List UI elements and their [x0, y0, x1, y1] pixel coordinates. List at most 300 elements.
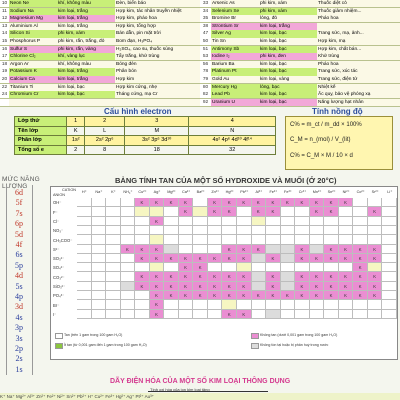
solubility-cell [339, 263, 354, 272]
solubility-cell: K [237, 310, 252, 319]
element-use: Tháng cứng, mạ Cr [115, 91, 200, 98]
solubility-cell [92, 235, 107, 244]
solubility-cell [252, 272, 267, 281]
legend-label: Không tan (dưới 0,001 gam trong 100 gam H₂O) [260, 333, 338, 337]
solubility-cell [382, 272, 397, 281]
solubility-cell: K [252, 207, 267, 216]
element-use: Tẩy trắng, khử trùng [115, 53, 200, 60]
element-kind2: phi kim, xám [259, 0, 318, 7]
solubility-cell [222, 300, 237, 309]
solubility-cell: K [150, 291, 165, 300]
solubility-cell: K [164, 272, 179, 281]
solubility-cell [121, 198, 136, 207]
solubility-cell [193, 310, 208, 319]
solubility-cell: K [339, 272, 354, 281]
solubility-cell [339, 300, 354, 309]
element-use: Phân bón [115, 68, 200, 75]
solubility-cell [121, 263, 136, 272]
electrochemical-series-bar: K⁺ Na⁺ Mg²⁺ Al³⁺ Zn²⁺ Fe²⁺ Ni²⁺ Sn²⁺ Pb²⁺ H⁺ Cu²⁺ Fe³⁺ Hg²⁺ Ag⁺ Pt²⁺ Au³⁺ [0, 393, 400, 400]
solubility-cell [77, 207, 92, 216]
legend-swatch [55, 333, 63, 339]
solubility-cell: K [193, 272, 208, 281]
solubility-cell: K [150, 254, 165, 263]
solubility-cell: K [353, 263, 368, 272]
solubility-cell [368, 226, 383, 235]
solubility-cell [382, 207, 397, 216]
element-kind2: kim loại, trắng [259, 23, 318, 30]
element-use: Bom đạn, H₃PO₄ [115, 38, 200, 45]
solubility-cell [339, 235, 354, 244]
legend-label: Tan (trên 1 gam trong 100 gam H₂O) [64, 333, 123, 337]
solubility-cell [77, 226, 92, 235]
solubility-cell [252, 310, 267, 319]
solubility-cell [193, 245, 208, 254]
element-name2: Silver Ag [211, 30, 260, 37]
element-num: 13 [1, 23, 8, 29]
element-num2: 34 [200, 8, 211, 15]
element-use2: Hợp kim, mạ [317, 38, 400, 45]
element-num [0, 99, 9, 106]
element-num2: 56 [200, 61, 211, 68]
solubility-cell: K [368, 291, 383, 300]
solubility-cell [310, 300, 325, 309]
solubility-cell [92, 245, 107, 254]
cation-header: Mg²⁺ [167, 190, 176, 194]
cation-header: K⁺ [111, 190, 116, 194]
element-kind: kim loại, bạc [57, 84, 116, 91]
solubility-cell [310, 235, 325, 244]
solubility-cell [252, 254, 267, 263]
solubility-cell [106, 245, 121, 254]
energy-level: 4p [15, 292, 23, 301]
energy-level: 3d [15, 302, 23, 312]
solubility-cell [339, 226, 354, 235]
solubility-cell: K [353, 245, 368, 254]
solubility-cell: K [222, 198, 237, 207]
energy-level: 5d [15, 229, 23, 239]
solubility-cell [193, 207, 208, 216]
cation-header: Pb²⁺ [240, 190, 249, 194]
element-use2: Thuốc diệt cỏ [317, 0, 400, 7]
anion-header: PO₄³⁻ [53, 293, 65, 299]
solubility-cell: K [310, 198, 325, 207]
legend-swatch [251, 333, 259, 339]
element-use: Hợp kim, tác nhân truyền nhiệt [115, 8, 200, 15]
cation-header: Co²⁺ [356, 190, 365, 194]
element-use2: Ắc quy, bảo vệ phóng xạ [317, 91, 400, 98]
solubility-cell: K [266, 272, 281, 281]
anion-header: CO₃²⁻ [53, 274, 65, 280]
cation-header: H⁺ [81, 190, 87, 194]
solubility-cell: K [295, 245, 310, 254]
solubility-cell [121, 217, 136, 226]
energy-level: 4s [15, 312, 23, 322]
solubility-cell [281, 263, 296, 272]
solubility-cell: K [222, 254, 237, 263]
solubility-cell [179, 245, 194, 254]
element-kind: kim loại, trắng [57, 76, 116, 83]
solubility-cell [281, 207, 296, 216]
solubility-cell [252, 282, 267, 291]
solubility-cell [92, 263, 107, 272]
solubility-cell [77, 300, 92, 309]
solubility-cell [208, 300, 223, 309]
element-num: 18 [1, 61, 8, 67]
solubility-cell: K [295, 198, 310, 207]
solubility-cell: K [368, 282, 383, 291]
solubility-cell [106, 272, 121, 281]
solubility-cell: K [222, 310, 237, 319]
solubility-cell [368, 310, 383, 319]
energy-level: 5s [15, 281, 23, 291]
solubility-cell: K [310, 272, 325, 281]
solubility-cell [92, 282, 107, 291]
element-use2: Năng lượng hạt nhân [317, 99, 400, 106]
element-row [0, 99, 400, 107]
solubility-cell [281, 310, 296, 319]
energy-level: 2s [15, 354, 23, 364]
cation-header: Sn²⁺ [327, 190, 336, 194]
solubility-cell [77, 254, 92, 263]
cfg-name: M [125, 126, 189, 136]
solubility-cell: K [368, 254, 383, 263]
solubility-cell: K [237, 245, 252, 254]
solubility-cell [266, 300, 281, 309]
solubility-cell [208, 235, 223, 244]
solubility-cell [266, 235, 281, 244]
solubility-cell [295, 217, 310, 226]
solubility-cell: K [252, 245, 267, 254]
solubility-cell: K [266, 291, 281, 300]
element-num: 20 [1, 77, 8, 82]
cation-header: Na⁺ [95, 190, 103, 194]
solubility-cell [121, 291, 136, 300]
solubility-cell [164, 235, 179, 244]
solubility-cell [281, 226, 296, 235]
solubility-cell [92, 207, 107, 216]
solubility-cell [193, 226, 208, 235]
element-num2: 79 [200, 76, 211, 83]
element-use2: Thuốc giảm nhiệm... [317, 8, 400, 15]
solubility-cell [121, 254, 136, 263]
solubility-cell [281, 300, 296, 309]
solubility-cell [193, 217, 208, 226]
legend-swatch [251, 343, 259, 349]
solubility-cell [310, 263, 325, 272]
solubility-cell [295, 226, 310, 235]
solubility-cell [179, 226, 194, 235]
element-name2: Iodine I₂ [211, 53, 260, 60]
element-num2: 78 [200, 68, 211, 75]
element-name: Argon Ar [9, 61, 58, 68]
solubility-cell [266, 245, 281, 254]
solubility-cell [92, 254, 107, 263]
solubility-cell [237, 300, 252, 309]
solubility-cell [382, 282, 397, 291]
solubility-cell: K [150, 310, 165, 319]
solubility-cell [77, 235, 92, 244]
formula-molarity: C_M = n_(mol) / V_(lit) [290, 137, 351, 143]
anion-header: NO₃⁻ [53, 228, 64, 234]
solubility-cell [164, 263, 179, 272]
element-num: 11 [0, 8, 9, 15]
solubility-cell [324, 310, 339, 319]
cfg-header-sub: Phân lớp [15, 136, 67, 146]
solubility-cell [121, 300, 136, 309]
solubility-cell [324, 300, 339, 309]
solubility-cell [135, 207, 150, 216]
solubility-cell: K [237, 272, 252, 281]
cation-header: Li⁺ [387, 190, 393, 194]
solubility-cell [106, 226, 121, 235]
solubility-cell [281, 217, 296, 226]
solubility-cell: K [310, 207, 325, 216]
solubility-cell [368, 235, 383, 244]
element-name: Chromium Cr [9, 91, 58, 98]
solubility-cell [150, 207, 165, 216]
solubility-cell: K [237, 254, 252, 263]
solubility-cell [252, 235, 267, 244]
element-num2: 50 [200, 38, 211, 45]
solubility-cell [77, 282, 92, 291]
solubility-cell: K [179, 263, 194, 272]
solubility-cell [193, 235, 208, 244]
solubility-cell: K [353, 291, 368, 300]
energy-level: 6d [15, 188, 23, 197]
solubility-cell [237, 207, 252, 216]
solubility-cell: K [324, 207, 339, 216]
element-use2: Trang sức, mạ, ảnh... [317, 30, 400, 37]
solubility-cell: K [208, 272, 223, 281]
solubility-cell [266, 217, 281, 226]
energy-level: 1s [15, 364, 23, 374]
cfg-header-layer: Lớp thứ [15, 117, 67, 127]
element-num: 15 [1, 39, 8, 44]
energy-level: 3p [15, 323, 23, 333]
element-num: 24 [1, 92, 8, 98]
cfg-sub: 3s² 3p⁶ 3d¹⁰ [125, 136, 189, 146]
solubility-cell: K [150, 272, 165, 281]
solubility-cell [222, 235, 237, 244]
solubility-cell [150, 226, 165, 235]
solubility-cell [295, 263, 310, 272]
element-num2: 82 [200, 91, 211, 98]
element-kind: khí, không màu [57, 0, 116, 7]
element-name: Calcium Ca [9, 76, 58, 83]
element-num2: 35 [200, 15, 211, 22]
element-use: Hợp kim, tổng hợp [115, 23, 200, 30]
solubility-cell: K [353, 254, 368, 263]
solubility-cell: K [281, 198, 296, 207]
solubility-cell [92, 217, 107, 226]
solubility-cell [382, 235, 397, 244]
solubility-cell [353, 207, 368, 216]
solubility-cell [135, 291, 150, 300]
solubility-cell [92, 300, 107, 309]
solubility-cell [324, 226, 339, 235]
cation-header: Fe³⁺ [284, 190, 292, 194]
anion-header: Br⁻ [53, 302, 60, 308]
corner-cation: CATION [61, 188, 77, 192]
solubility-cell: K [150, 198, 165, 207]
solubility-cell [208, 245, 223, 254]
solubility-cell: K [179, 254, 194, 263]
cation-header: Zn²⁺ [211, 190, 220, 194]
solubility-cell [164, 300, 179, 309]
solubility-cell [121, 272, 136, 281]
solubility-cell [208, 217, 223, 226]
cfg-total: 32 [189, 145, 276, 155]
solubility-cell [368, 263, 383, 272]
element-num2: 38 [200, 23, 211, 30]
solubility-cell [208, 226, 223, 235]
cfg-name: N [189, 126, 276, 136]
solubility-cell [92, 291, 107, 300]
solubility-cell: K [179, 207, 194, 216]
element-num2: 80 [200, 84, 211, 91]
solubility-cell: K [353, 272, 368, 281]
cfg-sub: 2s² 2p⁶ [85, 136, 125, 146]
solubility-cell [121, 235, 136, 244]
solubility-cell [368, 217, 383, 226]
solubility-cell [382, 263, 397, 272]
element-name: Potassium K [9, 68, 58, 75]
anion-header: F⁻ [53, 209, 58, 215]
solubility-cell [121, 226, 136, 235]
solubility-cell: K [266, 282, 281, 291]
solubility-cell [310, 310, 325, 319]
solubility-cell: K [324, 254, 339, 263]
cation-header: NH₄⁺ [123, 190, 133, 194]
cation-header: Cu²⁺ [138, 190, 147, 194]
element-name2: Selenium Se [211, 8, 260, 15]
solubility-cell: K [193, 263, 208, 272]
element-name2: Bromine Br [211, 15, 260, 22]
solubility-cell: K [135, 254, 150, 263]
solubility-cell [237, 235, 252, 244]
element-kind: kim loại, trắng [57, 23, 116, 30]
element-use2: Trang sức, xúc tác [317, 68, 400, 75]
element-name: Sodium Na [9, 8, 58, 15]
solubility-cell: K [164, 291, 179, 300]
element-use: Hợp kim cứng, nhẹ [115, 84, 200, 91]
solubility-cell [77, 198, 92, 207]
solubility-cell: K [179, 272, 194, 281]
solubility-cell [266, 263, 281, 272]
solubility-cell [237, 217, 252, 226]
element-kind [57, 99, 116, 106]
solubility-cell [77, 291, 92, 300]
anion-header: SO₄²⁻ [53, 265, 65, 271]
cation-header: Cr³⁺ [298, 190, 307, 194]
element-name: Phosphorus P [9, 38, 58, 45]
solubility-cell [222, 263, 237, 272]
element-name: Neon Ne [9, 0, 58, 7]
element-name2: Barium Ba [211, 61, 260, 68]
solubility-cell [295, 300, 310, 309]
solubility-cell: K [135, 198, 150, 207]
element-num: 22 [1, 84, 8, 90]
solubility-cell [208, 263, 223, 272]
element-name2: Mercury Hg [211, 84, 260, 91]
legend-label: Ít tan (từ 0,001 gam đến 1 gam trong 100 gam H₂O) [64, 343, 147, 347]
element-use2: Pháo hoa [317, 61, 400, 68]
anion-header: I⁻ [53, 312, 57, 318]
solubility-cell: K [266, 198, 281, 207]
element-name: Chlorine Cl₂ [9, 53, 58, 60]
solubility-cell [106, 282, 121, 291]
anion-header: S²⁻ [53, 246, 60, 252]
solubility-cell: K [281, 291, 296, 300]
solubility-cell [135, 235, 150, 244]
formula-mass-percent: C% = m_ct / m_dd × 100% [290, 122, 362, 128]
element-kind: kim loại, trắng [57, 8, 116, 15]
solubility-cell: K [121, 245, 136, 254]
element-kind2: kim loại, bạc [259, 91, 318, 98]
element-name2: Strontium Sr [211, 23, 260, 30]
solubility-cell: K [208, 282, 223, 291]
corner-anion: ANION [52, 193, 66, 197]
solubility-cell [324, 217, 339, 226]
cfg-header-total: Tổng số e [15, 145, 67, 155]
cation-header: Hg²⁺ [225, 190, 234, 194]
concentration-title: Tính nồng độ [312, 107, 363, 116]
cfg-sub: 4s² 4p⁶ 4d¹⁰ 4f¹⁴ [189, 136, 276, 146]
solubility-cell [382, 291, 397, 300]
solubility-cell [237, 263, 252, 272]
solubility-cell [339, 310, 354, 319]
cation-header: Fe²⁺ [269, 190, 278, 194]
solubility-cell [222, 217, 237, 226]
cation-header: Ca²⁺ [182, 190, 191, 194]
element-kind2: lỏng, bạc [259, 84, 318, 91]
solubility-cell: K [368, 207, 383, 216]
element-kind2: kim loại, bạc [259, 99, 318, 106]
element-num: 17 [1, 54, 8, 60]
element-kind2: kim loại, bạc [259, 61, 318, 68]
element-name2: Lead Pb [211, 91, 260, 98]
solubility-cell [382, 254, 397, 263]
solubility-cell: K [339, 291, 354, 300]
anion-header: SO₃²⁻ [53, 256, 65, 262]
element-kind: khí, không màu [57, 61, 116, 68]
solubility-cell [150, 263, 165, 272]
solubility-cell: K [324, 198, 339, 207]
solubility-cell: K [179, 291, 194, 300]
solubility-cell [310, 226, 325, 235]
energy-level: 5f [15, 198, 23, 208]
solubility-cell: K [222, 272, 237, 281]
energy-level: 6s [15, 250, 23, 260]
solubility-cell [164, 207, 179, 216]
element-name [9, 99, 58, 106]
element-use2: Trang sức, điện tử [317, 76, 400, 83]
solubility-cell [179, 310, 194, 319]
solubility-cell [106, 254, 121, 263]
element-kind2: kim loại, bạc [259, 38, 318, 45]
element-num: 19 [1, 69, 8, 75]
solubility-cell: K [324, 291, 339, 300]
concentration-box [285, 116, 393, 170]
element-use [115, 99, 200, 106]
solubility-cell: K [339, 254, 354, 263]
solubility-cell [368, 198, 383, 207]
solubility-cell [106, 291, 121, 300]
solubility-cell [208, 310, 223, 319]
element-name2: Uranium U [211, 99, 260, 106]
element-num2: 53 [200, 53, 211, 60]
solubility-cell: K [266, 207, 281, 216]
